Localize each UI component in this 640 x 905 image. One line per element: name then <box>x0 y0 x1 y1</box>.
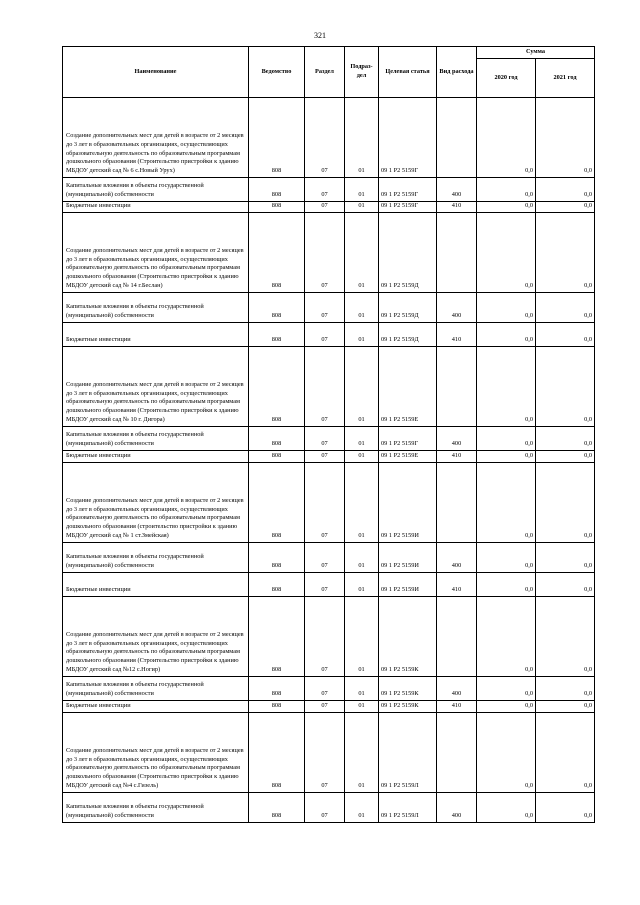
row-2020: 0,0 <box>477 322 536 346</box>
row-podrazdel: 01 <box>345 202 379 213</box>
row-2021: 0,0 <box>536 98 595 178</box>
budget-table <box>62 46 595 823</box>
row-podrazdel: 01 <box>345 792 379 822</box>
row-vedomstvo: 808 <box>249 712 305 792</box>
row-celevaya: 09 1 P2 5159И <box>379 462 437 542</box>
table-row <box>63 178 595 202</box>
row-name: Бюджетные инвестиции <box>63 322 249 346</box>
row-2021: 0,0 <box>536 462 595 542</box>
table-row <box>63 98 595 178</box>
row-podrazdel: 01 <box>345 346 379 426</box>
row-vedomstvo: 808 <box>249 202 305 213</box>
row-podrazdel: 01 <box>345 178 379 202</box>
row-name: Создание дополнительных мест для детей в возрасте от 2 месяцев до 3 лет в образовательных организациях, осуществляющих образовательную деятельность по образовательным программам дошкольного образования (Строительство пристройки к зданию МБДОУ детский сад №12 с.Ногир) <box>63 596 249 676</box>
row-name: Бюджетные инвестиции <box>63 700 249 712</box>
row-vid: 410 <box>437 572 477 596</box>
page-number: 321 <box>314 31 326 40</box>
row-name: Создание дополнительных мест для детей в возрасте от 2 месяцев до 3 лет в образовательных организациях, осуществляющих образовательную деятельность по образовательным программам дошкольного образования (Строительство пристройки к зданию МБДОУ детский сад №4 с.Гизель) <box>63 712 249 792</box>
row-2020: 0,0 <box>477 462 536 542</box>
header-vedomstvo: Ведомство <box>249 47 305 98</box>
row-2020: 0,0 <box>477 346 536 426</box>
table-row <box>63 676 595 700</box>
row-name: Бюджетные инвестиции <box>63 202 249 213</box>
row-vid <box>437 98 477 178</box>
row-2021: 0,0 <box>536 426 595 450</box>
row-2020: 0,0 <box>477 178 536 202</box>
row-celevaya: 09 1 P2 5159Е <box>379 346 437 426</box>
row-2020: 0,0 <box>477 202 536 213</box>
row-razdel: 07 <box>305 462 345 542</box>
row-razdel: 07 <box>305 202 345 213</box>
row-vedomstvo: 808 <box>249 792 305 822</box>
row-vid: 400 <box>437 542 477 572</box>
row-razdel: 07 <box>305 596 345 676</box>
table-row <box>63 426 595 450</box>
table-row <box>63 712 595 792</box>
row-celevaya: 09 1 P2 5159Д <box>379 212 437 292</box>
row-vedomstvo: 808 <box>249 462 305 542</box>
row-celevaya: 09 1 P2 5159К <box>379 676 437 700</box>
row-podrazdel: 01 <box>345 462 379 542</box>
row-2020: 0,0 <box>477 212 536 292</box>
row-razdel: 07 <box>305 712 345 792</box>
row-vid <box>437 462 477 542</box>
row-celevaya: 09 1 P2 5159Д <box>379 322 437 346</box>
row-vedomstvo: 808 <box>249 292 305 322</box>
row-celevaya: 09 1 P2 5159К <box>379 596 437 676</box>
row-vedomstvo: 808 <box>249 426 305 450</box>
row-celevaya: 09 1 P2 5159Г <box>379 426 437 450</box>
row-celevaya: 09 1 P2 5159Л <box>379 792 437 822</box>
row-vedomstvo: 808 <box>249 346 305 426</box>
row-name: Бюджетные инвестиции <box>63 450 249 462</box>
row-2020: 0,0 <box>477 792 536 822</box>
row-vid: 410 <box>437 202 477 213</box>
table-row <box>63 346 595 426</box>
row-vedomstvo: 808 <box>249 178 305 202</box>
row-2021: 0,0 <box>536 596 595 676</box>
row-razdel: 07 <box>305 700 345 712</box>
row-vid: 400 <box>437 676 477 700</box>
table-row <box>63 450 595 462</box>
row-podrazdel: 01 <box>345 322 379 346</box>
row-razdel: 07 <box>305 98 345 178</box>
row-name: Капитальные вложения в объекты государственной (муниципальной) собственности <box>63 292 249 322</box>
row-2021: 0,0 <box>536 346 595 426</box>
row-celevaya: 09 1 P2 5159И <box>379 542 437 572</box>
row-name: Создание дополнительных мест для детей в возрасте от 2 месяцев до 3 лет в образовательных организациях, осуществляющих образовательную деятельность по образовательным программам дошкольного образования (строительство пристройки к зданию МБДОУ детский сад № 1 ст.Змейская) <box>63 462 249 542</box>
row-podrazdel: 01 <box>345 572 379 596</box>
row-vid <box>437 212 477 292</box>
row-razdel: 07 <box>305 542 345 572</box>
row-vid: 410 <box>437 322 477 346</box>
table-row <box>63 292 595 322</box>
row-vid: 400 <box>437 426 477 450</box>
header-summa: Сумма <box>477 47 595 59</box>
row-vid: 410 <box>437 700 477 712</box>
row-2021: 0,0 <box>536 572 595 596</box>
header-vid: Вид расхода <box>437 47 477 98</box>
row-celevaya: 09 1 P2 5159К <box>379 700 437 712</box>
row-2021: 0,0 <box>536 292 595 322</box>
row-2020: 0,0 <box>477 98 536 178</box>
row-podrazdel: 01 <box>345 98 379 178</box>
row-podrazdel: 01 <box>345 700 379 712</box>
row-razdel: 07 <box>305 450 345 462</box>
row-podrazdel: 01 <box>345 596 379 676</box>
row-podrazdel: 01 <box>345 212 379 292</box>
row-2021: 0,0 <box>536 212 595 292</box>
table-row <box>63 212 595 292</box>
row-vedomstvo: 808 <box>249 700 305 712</box>
table-row <box>63 572 595 596</box>
table-row <box>63 542 595 572</box>
row-vid <box>437 346 477 426</box>
row-2021: 0,0 <box>536 700 595 712</box>
row-celevaya: 09 1 P2 5159И <box>379 572 437 596</box>
row-podrazdel: 01 <box>345 426 379 450</box>
row-2020: 0,0 <box>477 542 536 572</box>
row-2020: 0,0 <box>477 700 536 712</box>
row-podrazdel: 01 <box>345 542 379 572</box>
row-celevaya: 09 1 P2 5159Д <box>379 292 437 322</box>
row-vedomstvo: 808 <box>249 676 305 700</box>
row-vid: 400 <box>437 792 477 822</box>
row-vedomstvo: 808 <box>249 322 305 346</box>
row-2020: 0,0 <box>477 712 536 792</box>
row-vid: 400 <box>437 292 477 322</box>
row-2020: 0,0 <box>477 676 536 700</box>
row-razdel: 07 <box>305 426 345 450</box>
row-name: Капитальные вложения в объекты государственной (муниципальной) собственности <box>63 676 249 700</box>
row-name: Капитальные вложения в объекты государственной (муниципальной) собственности <box>63 178 249 202</box>
table-row <box>63 596 595 676</box>
row-celevaya: 09 1 P2 5159Г <box>379 178 437 202</box>
row-vid: 400 <box>437 178 477 202</box>
row-celevaya: 09 1 P2 5159Г <box>379 98 437 178</box>
row-vedomstvo: 808 <box>249 542 305 572</box>
row-name: Капитальные вложения в объекты государственной (муниципальной) собственности <box>63 426 249 450</box>
row-name: Бюджетные инвестиции <box>63 572 249 596</box>
header-razdel: Раздел <box>305 47 345 98</box>
row-razdel: 07 <box>305 676 345 700</box>
row-name: Капитальные вложения в объекты государственной (муниципальной) собственности <box>63 542 249 572</box>
row-vedomstvo: 808 <box>249 572 305 596</box>
row-2020: 0,0 <box>477 450 536 462</box>
row-name: Капитальные вложения в объекты государственной (муниципальной) собственности <box>63 792 249 822</box>
row-celevaya: 09 1 P2 5159Е <box>379 450 437 462</box>
row-name: Создание дополнительных мест для детей в возрасте от 2 месяцев до 3 лет в образовательных организациях, осуществляющих образовательную деятельность по образовательным программам дошкольного образования (Строительство пристройки к зданию МБДОУ детский сад № 14 г.Беслан) <box>63 212 249 292</box>
row-2020: 0,0 <box>477 596 536 676</box>
row-celevaya: 09 1 P2 5159Л <box>379 712 437 792</box>
header-celevaya: Целевая статья <box>379 47 437 98</box>
row-podrazdel: 01 <box>345 712 379 792</box>
header-2020: 2020 год <box>477 59 536 98</box>
row-razdel: 07 <box>305 178 345 202</box>
row-2021: 0,0 <box>536 450 595 462</box>
table-row <box>63 700 595 712</box>
row-2021: 0,0 <box>536 202 595 213</box>
table-row <box>63 462 595 542</box>
row-vid <box>437 596 477 676</box>
row-2021: 0,0 <box>536 178 595 202</box>
row-vedomstvo: 808 <box>249 450 305 462</box>
row-vedomstvo: 808 <box>249 596 305 676</box>
row-2021: 0,0 <box>536 676 595 700</box>
row-razdel: 07 <box>305 346 345 426</box>
row-vid <box>437 712 477 792</box>
row-razdel: 07 <box>305 792 345 822</box>
row-2021: 0,0 <box>536 542 595 572</box>
header-podrazdel: Подраз-дел <box>345 47 379 98</box>
row-2021: 0,0 <box>536 792 595 822</box>
row-2020: 0,0 <box>477 426 536 450</box>
row-celevaya: 09 1 P2 5159Г <box>379 202 437 213</box>
table-row <box>63 202 595 213</box>
row-podrazdel: 01 <box>345 292 379 322</box>
row-2021: 0,0 <box>536 712 595 792</box>
row-razdel: 07 <box>305 572 345 596</box>
row-name: Создание дополнительных мест для детей в возрасте от 2 месяцев до 3 лет в образовательных организациях, осуществляющих образовательную деятельность по образовательным программам дошкольного образования (Строительство пристройки к зданию МБДОУ детский сад № 6 с.Новый Урух) <box>63 98 249 178</box>
row-razdel: 07 <box>305 292 345 322</box>
header-2021: 2021 год <box>536 59 595 98</box>
table-row <box>63 792 595 822</box>
row-vedomstvo: 808 <box>249 98 305 178</box>
row-2020: 0,0 <box>477 572 536 596</box>
row-2021: 0,0 <box>536 322 595 346</box>
row-podrazdel: 01 <box>345 450 379 462</box>
row-razdel: 07 <box>305 322 345 346</box>
row-vid: 410 <box>437 450 477 462</box>
row-podrazdel: 01 <box>345 676 379 700</box>
row-2020: 0,0 <box>477 292 536 322</box>
row-name: Создание дополнительных мест для детей в возрасте от 2 месяцев до 3 лет в образовательных организациях, осуществляющих образовательную деятельность по образовательным программам дошкольного образования (Строительство пристройки к зданию МБДОУ детский сад № 10 г. Дигора) <box>63 346 249 426</box>
table-row <box>63 322 595 346</box>
row-vedomstvo: 808 <box>249 212 305 292</box>
row-razdel: 07 <box>305 212 345 292</box>
header-name: Наименование <box>63 47 249 98</box>
